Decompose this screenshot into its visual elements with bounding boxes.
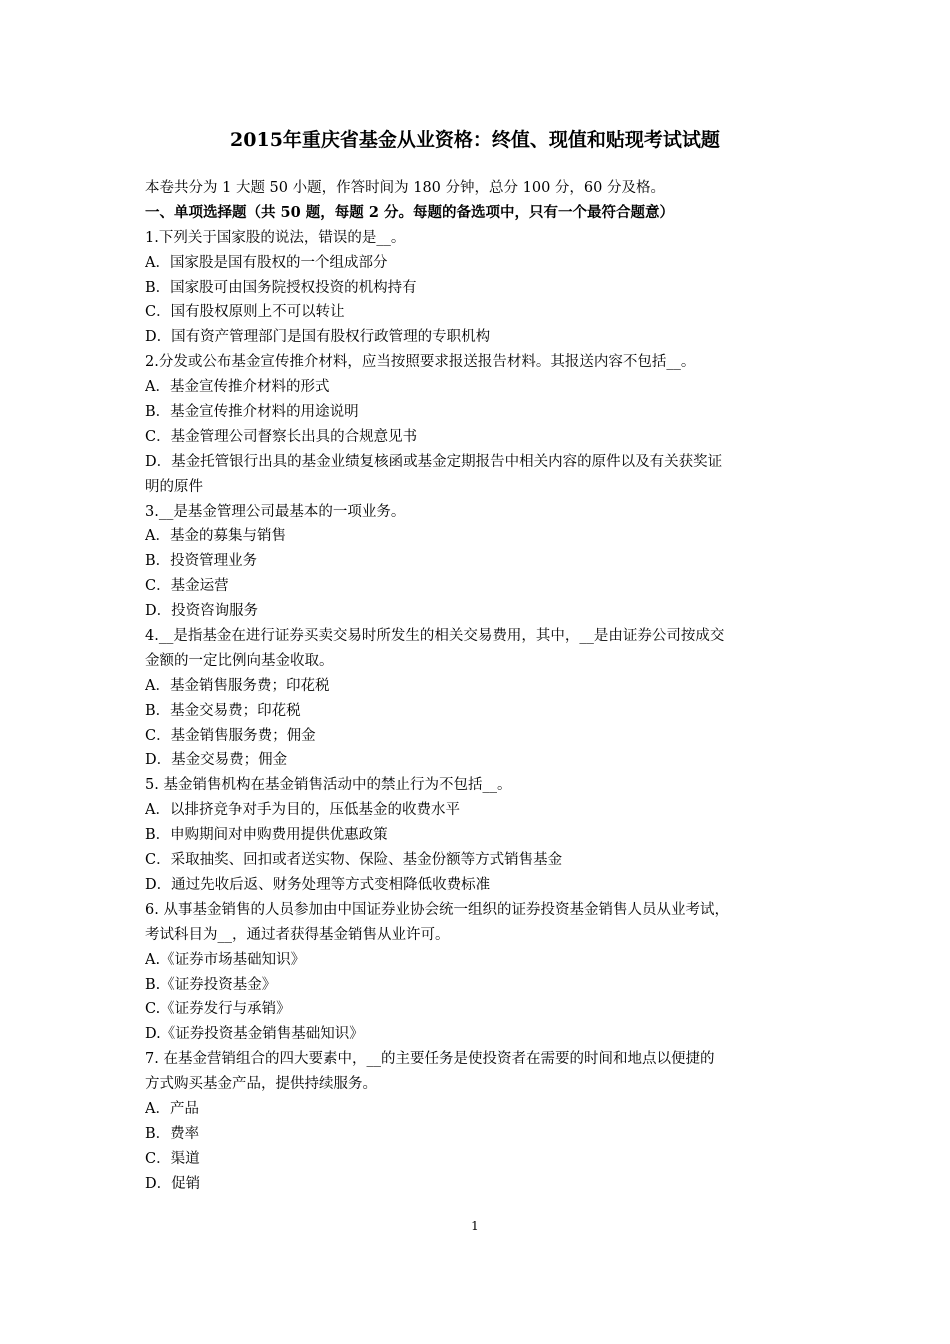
question-stem: 金额的一定比例向基金收取。 — [145, 652, 334, 669]
answer-option: A．基金销售服务费；印花税 — [145, 677, 330, 694]
answer-option: A．基金宣传推介材料的形式 — [145, 379, 330, 396]
exam-intro: 本卷共分为 1 大题 50 小题，作答时间为 180 分钟，总分 100 分，60 分及格。 — [145, 180, 665, 196]
answer-option: A．国家股是国有股权的一个组成部分 — [145, 254, 388, 271]
answer-option: C．渠道 — [145, 1150, 200, 1167]
answer-option: C．基金销售服务费；佣金 — [145, 727, 316, 744]
answer-option: A.《证券市场基础知识》 — [145, 951, 306, 968]
answer-option: C．基金运营 — [145, 578, 229, 595]
question-block — [145, 226, 815, 350]
answer-option: C．基金管理公司督察长出具的合规意见书 — [145, 428, 418, 445]
document-title: 2015年重庆省基金从业资格：终值、现值和贴现考试试题 — [230, 129, 720, 151]
question-block — [145, 624, 815, 773]
answer-option: D．通过先收后返、财务处理等方式变相降低收费标准 — [145, 876, 491, 893]
question-block — [145, 898, 815, 1047]
answer-option: C．采取抽奖、回扣或者送实物、保险、基金份额等方式销售基金 — [145, 852, 563, 869]
question-stem: 7. 在基金营销组合的四大要素中，__的主要任务是使投资者在需要的时间和地点以便捷的 — [145, 1051, 715, 1068]
question-stem: 5. 基金销售机构在基金销售活动中的禁止行为不包括__。 — [145, 777, 512, 794]
answer-option: D．基金托管银行出具的基金业绩复核函或基金定期报告中相关内容的原件以及有关获奖证 — [145, 453, 723, 470]
answer-option: B．国家股可由国务院授权投资的机构持有 — [145, 279, 417, 296]
question-list — [145, 226, 815, 1197]
answer-option: D．国有资产管理部门是国有股权行政管理的专职机构 — [145, 329, 491, 346]
question-block — [145, 773, 815, 897]
answer-option: D．投资咨询服务 — [145, 603, 259, 620]
answer-option: B．费率 — [145, 1125, 200, 1142]
question-stem: 4.__是指基金在进行证券买卖交易时所发生的相关交易费用，其中，__是由证券公司按成交 — [145, 628, 725, 645]
question-stem: 6. 从事基金销售的人员参加由中国证券业协会统一组织的证券投资基金销售人员从业考试， — [145, 901, 729, 918]
question-block — [145, 350, 815, 499]
answer-option: D.《证券投资基金销售基础知识》 — [145, 1026, 364, 1043]
answer-option: B.《证券投资基金》 — [145, 976, 277, 993]
answer-option: D．促销 — [145, 1175, 201, 1192]
answer-option: 明的原件 — [145, 478, 203, 495]
question-block — [145, 1047, 815, 1196]
answer-option: B．基金交易费；印花税 — [145, 702, 301, 719]
answer-option: B．申购期间对申购费用提供优惠政策 — [145, 827, 388, 844]
question-stem: 方式购买基金产品，提供持续服务。 — [145, 1076, 377, 1093]
question-stem: 3.__是基金管理公司最基本的一项业务。 — [145, 503, 406, 520]
question-stem: 考试科目为__，通过者获得基金销售从业许可。 — [145, 926, 450, 943]
answer-option: A．以排挤竞争对手为目的，压低基金的收费水平 — [145, 802, 460, 819]
answer-option: A．基金的募集与销售 — [145, 528, 286, 545]
section-heading: 一、单项选择题（共 50 题，每题 2 分。每题的备选项中，只有一个最符合题意） — [145, 203, 674, 221]
document-body — [145, 176, 815, 1197]
question-block — [145, 500, 815, 624]
page-number: 1 — [471, 1219, 479, 1233]
answer-option: B．投资管理业务 — [145, 553, 258, 570]
answer-option: C．国有股权原则上不可以转让 — [145, 304, 345, 321]
answer-option: D．基金交易费；佣金 — [145, 752, 288, 769]
answer-option: B．基金宣传推介材料的用途说明 — [145, 404, 359, 421]
answer-option: A．产品 — [145, 1100, 199, 1117]
answer-option: C.《证券发行与承销》 — [145, 1001, 291, 1018]
question-stem: 2.分发或公布基金宣传推介材料，应当按照要求报送报告材料。其报送内容不包括__。 — [145, 354, 696, 371]
question-stem: 1.下列关于国家股的说法，错误的是__。 — [145, 229, 406, 246]
